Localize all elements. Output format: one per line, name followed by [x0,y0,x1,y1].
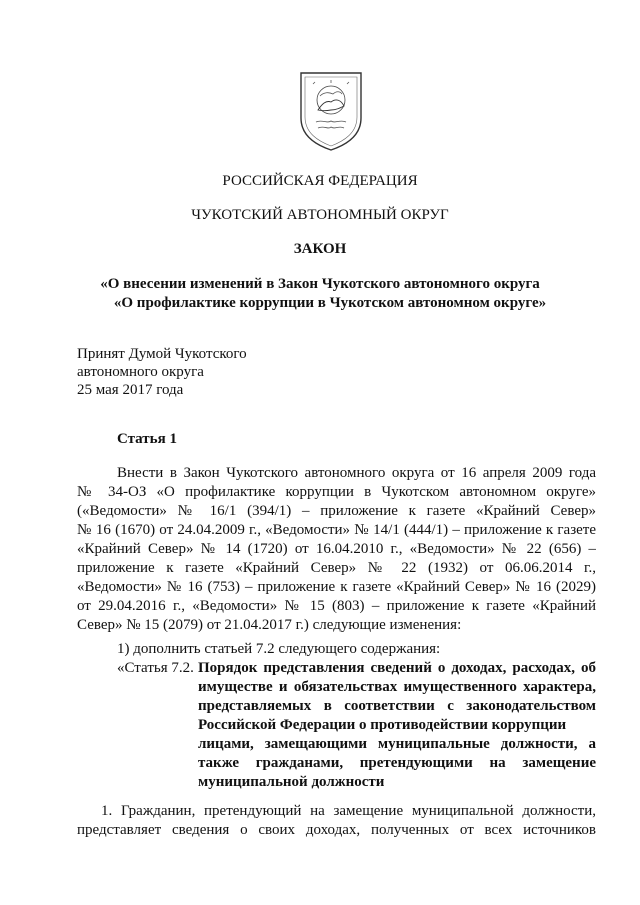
adoption-line-2: автономного округа [77,364,204,380]
point-line: 1. Гражданин, претендующий на замещение муниципальной должности, [101,803,596,819]
chukotka-coat-of-arms-emblem [298,70,364,152]
paragraph-line: («Ведомости» № 16/1 (394/1) – приложение к газете «Крайний Север» [77,503,596,519]
paragraph-line: «Ведомости» № 16 (753) – приложение к газете «Крайний Север» № 16 (2029) [77,579,596,595]
region-heading: ЧУКОТСКИЙ АВТОНОМНЫЙ ОКРУГ [191,207,449,223]
article-title-line: также гражданами, претендующими на замещение [198,755,596,771]
point-line: представляет сведения о своих доходах, полученных от всех источников [77,822,596,838]
adoption-line-1: Принят Думой Чукотского [77,346,247,362]
article-title-line: Российской Федерации о противодействии коррупции [198,717,567,733]
article-title-line: Порядок представления сведений о доходах, расходах, об [198,660,596,676]
country-heading: РОССИЙСКАЯ ФЕДЕРАЦИЯ [222,173,418,189]
article-1-heading: Статья 1 [117,431,177,447]
adoption-date: 25 мая 2017 года [77,382,184,398]
paragraph-line: от 29.04.2016 г., «Ведомости» № 15 (803) – приложение к газете «Крайний [77,598,596,614]
paragraph-line: Внести в Закон Чукотского автономного округа от 16 апреля 2009 года [117,465,596,481]
document-type-heading: ЗАКОН [293,241,347,257]
article-7-2-label: «Статья 7.2. [117,660,194,676]
law-title-line-1: «О внесении изменений в Закон Чукотского автономного округа [100,276,540,292]
article-title-line: лицами, замещающими муниципальные должности, а [198,736,596,752]
amendment-item-1: 1) дополнить статьей 7.2 следующего содержания: [117,641,441,657]
law-title-line-2: «О профилактике коррупции в Чукотском автономном округе» [113,295,547,311]
article-title-line: представляемых в соответствии с законодательством [198,698,596,714]
paragraph-line: приложение к газете «Крайний Север» № 22 (1932) от 06.06.2014 г., [77,560,596,576]
paragraph-line: № 16 (1670) от 24.04.2009 г., «Ведомости» № 14/1 (444/1) – приложение к газете [77,522,596,538]
paragraph-line-last: Север» № 15 (2079) от 21.04.2017 г.) следующие изменения: [77,617,462,633]
article-title-line-last: муниципальной должности [198,774,385,790]
article-title-line: имуществе и обязательствах имущественного характера, [198,679,596,695]
paragraph-line: № 34-ОЗ «О профилактике коррупции в Чукотском автономном округе» [77,484,596,500]
paragraph-line: «Крайний Север» № 14 (1720) от 16.04.2010 г., «Ведомости» № 22 (656) – [77,541,596,557]
